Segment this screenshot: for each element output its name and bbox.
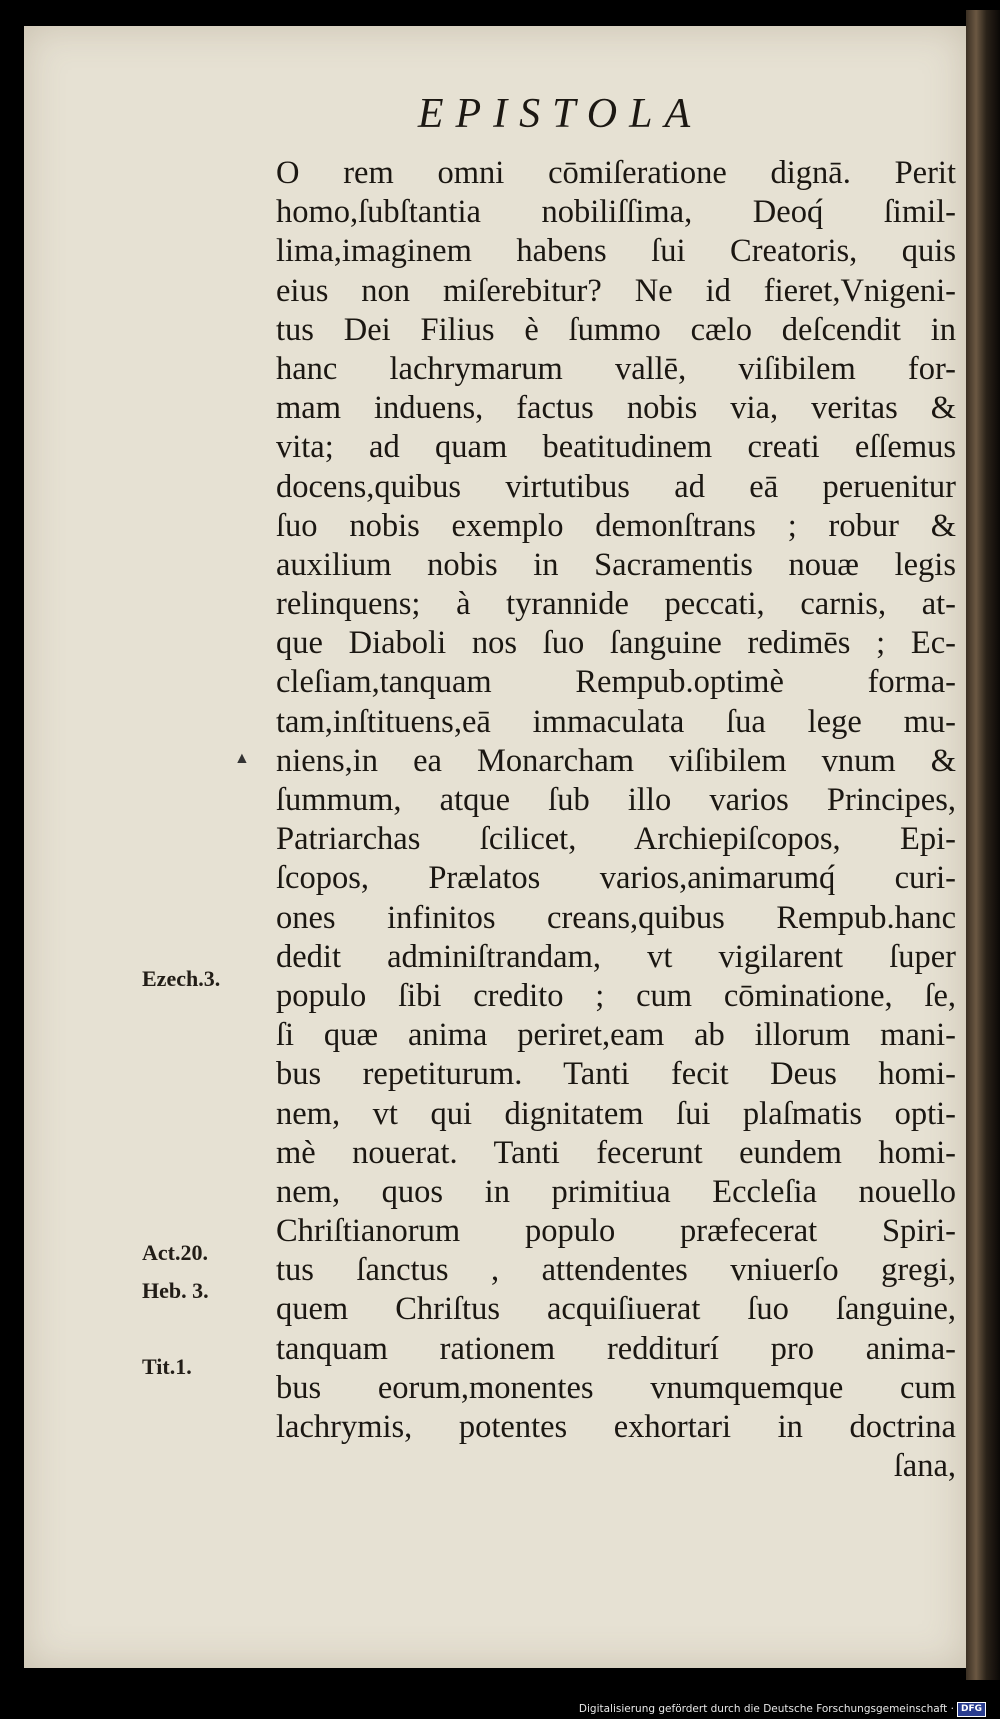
text-line: bus eorum,monentes vnumquemque cum	[276, 1369, 956, 1406]
margin-note: Ezech.3.	[142, 966, 221, 991]
text-line: hanc lachrymarum vallē, viſibilem for-	[276, 350, 956, 387]
text-line: mè nouerat. Tanti fecerunt eundem homi-	[276, 1134, 956, 1171]
text-line: nem, quos in primitiua Eccleſia nouello	[276, 1173, 956, 1210]
text-line: ſuo nobis exemplo demonſtrans ; robur &	[276, 507, 956, 544]
text-line: eius non miſerebitur? Ne id fieret,Vnigeni-	[276, 272, 956, 309]
text-line: O rem omni cōmiſeratione dignā. Perit	[276, 155, 956, 191]
body-text	[276, 154, 956, 1486]
book-right-edge	[966, 10, 1000, 1680]
dfg-logo: DFG	[957, 1702, 986, 1717]
text-line: tus Dei Filius è ſummo cælo deſcendit in	[276, 311, 956, 348]
text-line: tam,inſtituens,eā immaculata ſua lege mu-	[276, 703, 956, 740]
text-line: que Diaboli nos ſuo ſanguine redimēs ; Ec-	[276, 625, 956, 662]
text-line: mam induens, factus nobis via, veritas &	[276, 390, 956, 427]
text-line: ones infinitos creans,quibus Rempub.hanc	[276, 899, 956, 936]
text-line: dedit adminiſtrandam, vt vigilarent ſuper	[276, 938, 956, 975]
text-line: tus ſanctus , attendentes vniuerſo gregi,	[276, 1252, 956, 1289]
text-line: cleſiam,tanquam Rempub.optimè forma-	[276, 664, 956, 701]
text-line: niens,in ea Monarcham viſibilem vnum &	[276, 742, 956, 779]
text-line: nem, vt qui dignitatem ſui plaſmatis opti-	[276, 1095, 956, 1132]
text-line: Patriarchas ſcilicet, Archiepiſcopos, Epi-	[276, 821, 956, 858]
text-line: auxilium nobis in Sacramentis nouæ legis	[276, 546, 956, 583]
text-line: lima,imaginem habens ſui Creatoris, quis	[276, 233, 956, 270]
book-page	[24, 26, 966, 1668]
margin-note: Act.20.	[142, 1240, 208, 1265]
text-line: vita; ad quam beatitudinem creati eſſemus	[276, 429, 956, 466]
text-line: quem Chriſtus acquiſiuerat ſuo ſanguine,	[276, 1291, 956, 1328]
text-line: ſi quæ anima periret,eam ab illorum mani-	[276, 1017, 956, 1054]
running-head: EPISTOLA	[417, 91, 703, 137]
text-line: lachrymis, potentes exhortari in doctrina	[276, 1409, 956, 1445]
text-line: ſummum, atque ſub illo varios Principes,	[276, 782, 956, 818]
margin-note: Heb. 3.	[142, 1278, 209, 1303]
margin-mark: ▲	[234, 750, 250, 767]
text-line: bus repetiturum. Tanti fecit Deus homi-	[276, 1056, 956, 1093]
text-line: Chriſtianorum populo præfecerat Spiri-	[276, 1213, 956, 1250]
text-line: homo,ſubſtantia nobiliſſima, Deoq́ ſimil-	[276, 194, 956, 231]
margin-note: Tit.1.	[142, 1354, 192, 1379]
text-line: populo ſibi credito ; cum cōminatione, ſe,	[276, 977, 956, 1014]
digitization-footer	[579, 1701, 986, 1717]
text-line: tanquam rationem redditurí pro anima-	[276, 1330, 956, 1367]
text-line: ſcopos, Prælatos varios,animarumq́ curi-	[276, 860, 956, 897]
text-line: relinquens; à tyrannide peccati, carnis, at-	[276, 586, 956, 623]
text-line: docens,quibus virtutibus ad eā peruenitur	[276, 468, 956, 505]
catchword-line: ſana,	[893, 1448, 956, 1485]
footer-text: Digitalisierung gefördert durch die Deutsche Forschungsgemeinschaft ·	[578, 1703, 954, 1715]
